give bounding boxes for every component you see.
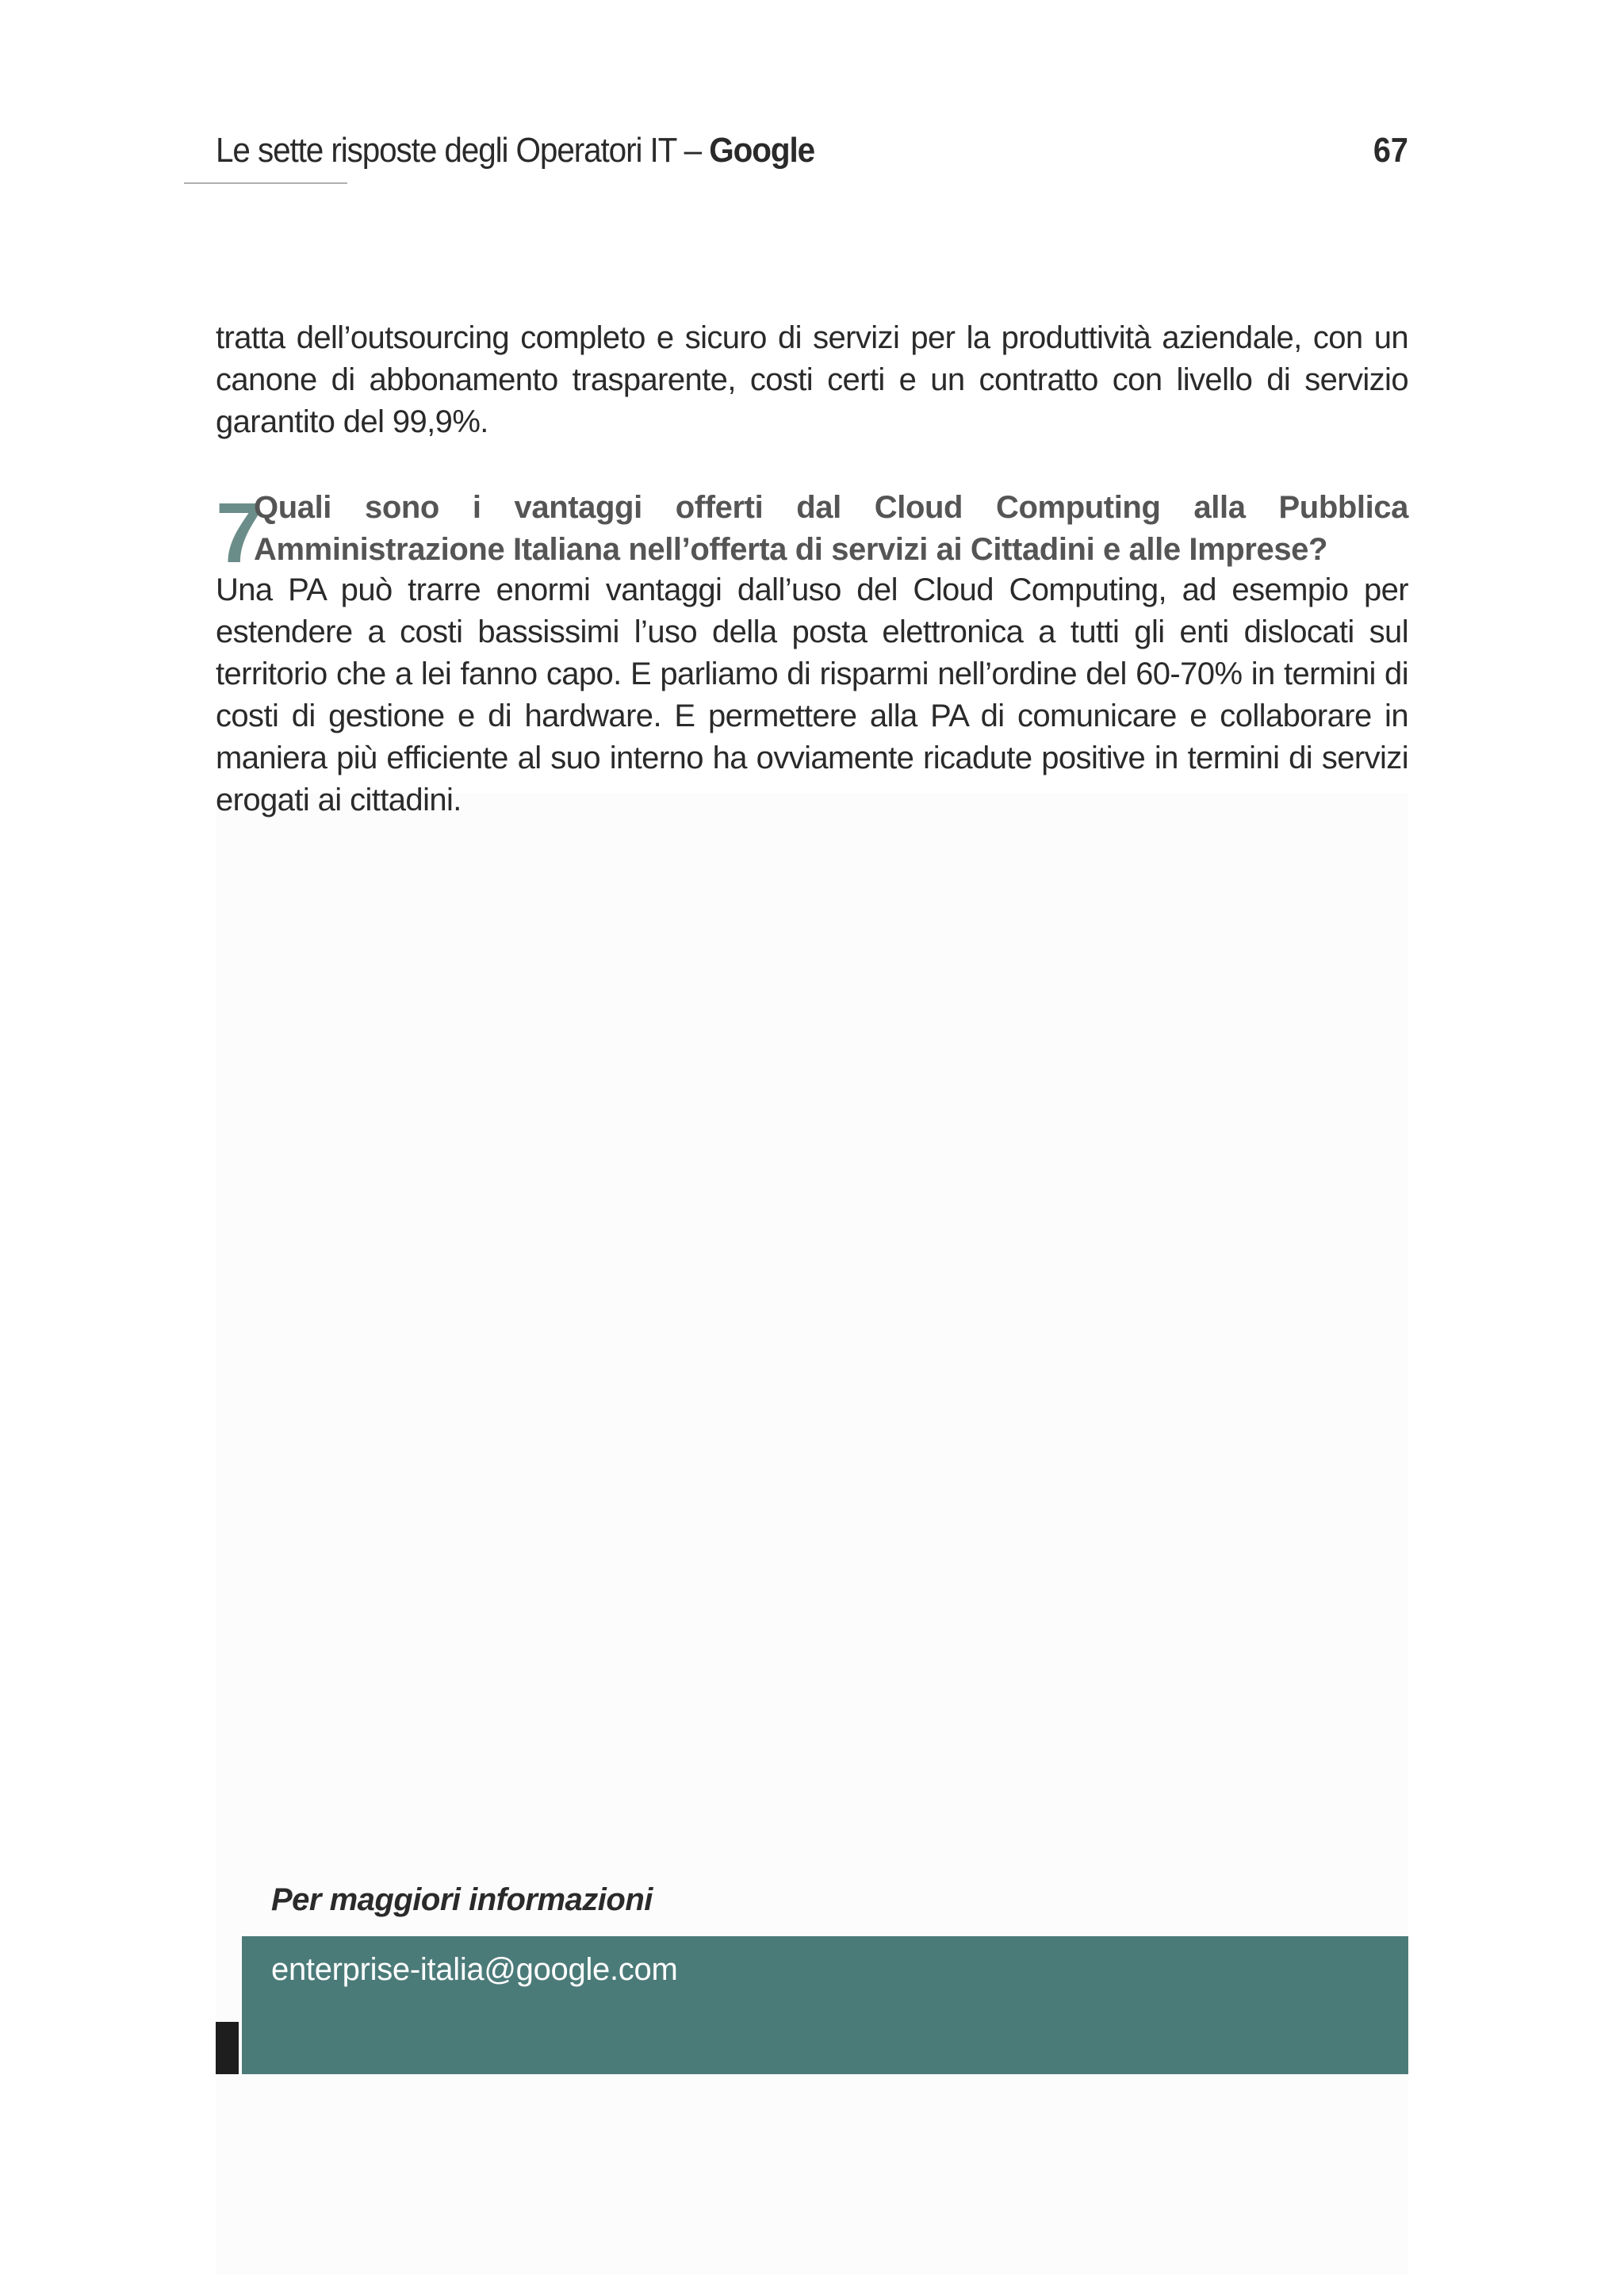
running-title	[216, 131, 814, 170]
running-title-company: Google	[709, 131, 815, 170]
running-header	[216, 131, 1408, 186]
question-block	[216, 484, 1408, 580]
running-title-main: Le sette risposte degli Operatori IT –	[216, 131, 710, 170]
paragraph-continuation: tratta dell’outsourcing completo e sicuro di servizi per la produttività aziendale, con un canone di abbonamento trasparente, costi certi e un contratto con livello di servizio garantito del 99,9%.	[216, 320, 1408, 439]
info-box	[242, 1936, 1408, 2074]
question-text: Quali sono i vantaggi offerti dal Cloud Computing alla Pubblica Amministrazione Italiana nell’offerta di servizi ai Cittadini e alle Imprese?	[254, 490, 1408, 567]
contact-email-link[interactable]: enterprise-italia@google.com	[271, 1952, 678, 1987]
header-rule	[184, 182, 347, 184]
info-marker	[216, 2022, 239, 2074]
question-number: 7	[216, 484, 264, 580]
answer-paragraph: Una PA può trarre enormi vantaggi dall’uso del Cloud Computing, ad esempio per estendere a costi bassissimi l’uso della posta elettronica a tutti gli enti dislocati sul territorio che a lei fanno capo. E parliamo di risparmi nell’ordine del 60-70% in termini di costi di gestione e di hardware. E permettere alla PA di comunicare e collaborare in maniera più efficiente al suo interno ha ovviamente ricadute positive in termini di servizi erogati ai cittadini.	[216, 572, 1408, 817]
info-label: Per maggiori informazioni	[271, 1882, 653, 1917]
page-number: 67	[1373, 131, 1408, 170]
